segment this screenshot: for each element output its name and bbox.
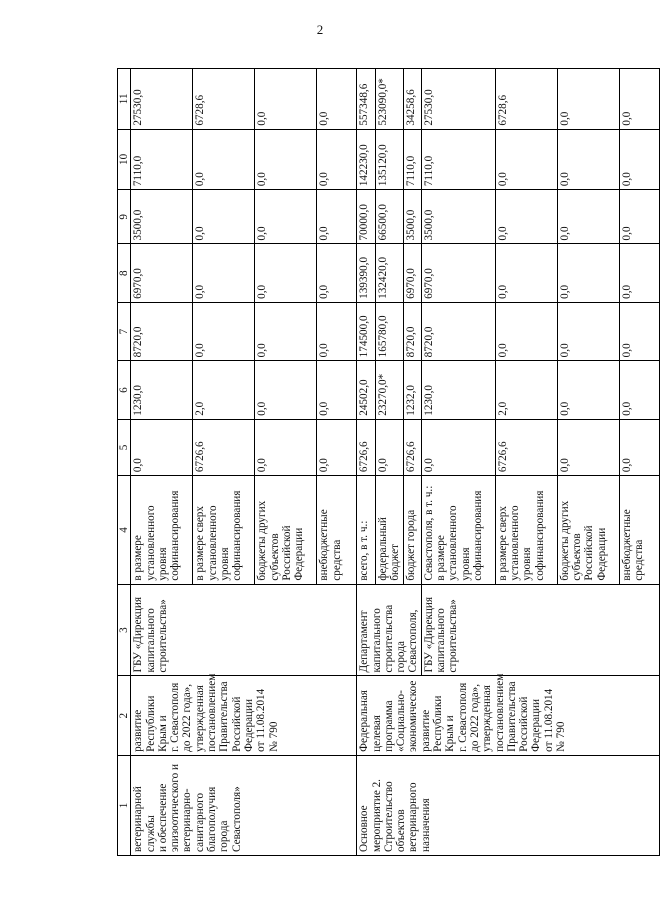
table-row [357, 69, 375, 856]
value-cell: 0,0 [193, 302, 255, 360]
value-cell: 3500,0 [131, 190, 193, 244]
value-cell: 0,0 [495, 244, 557, 302]
value-cell: 6726,6 [403, 419, 421, 475]
value-cell: 1230,0 [131, 361, 193, 419]
measure-name-cell: Основное мероприятие 2. Строительство объектов ветеринарного назначения [357, 755, 659, 855]
value-cell: 1230,0 [421, 361, 495, 419]
value-cell: 0,0 [375, 419, 403, 475]
financing-table [117, 68, 660, 856]
column-number-6: 6 [118, 361, 131, 419]
value-cell: 0,0 [495, 190, 557, 244]
value-cell: 27530,0 [421, 69, 495, 130]
value-cell: 3500,0 [421, 190, 495, 244]
value-cell: 0,0 [557, 302, 619, 360]
column-number-row [118, 69, 131, 856]
column-number-4: 4 [118, 476, 131, 585]
value-cell: 0,0 [619, 419, 659, 475]
executor-cell: ГБУ «Дирекция капитального строительства» [131, 584, 357, 676]
funding-source-cell: бюджеты других субъектов Российской Федерации [557, 476, 619, 585]
value-cell: 0,0 [317, 244, 357, 302]
funding-source-cell: в размере установленного уровня софинансирования [131, 476, 193, 585]
value-cell: 70000,0 [357, 190, 375, 244]
executor-cell: ГБУ «Дирекция капитального строительства» [421, 584, 659, 676]
value-cell: 523090,0* [375, 69, 403, 130]
rotated-table-wrapper [117, 68, 646, 856]
value-cell: 557348,6 [357, 69, 375, 130]
value-cell: 24502,0 [357, 361, 375, 419]
value-cell: 6970,0 [403, 244, 421, 302]
value-cell: 6726,6 [193, 419, 255, 475]
value-cell: 7110,0 [421, 129, 495, 190]
column-number-10: 10 [118, 129, 131, 190]
value-cell: 8720,0 [421, 302, 495, 360]
value-cell: 174500,0 [357, 302, 375, 360]
column-number-7: 7 [118, 302, 131, 360]
executor-cell: Департамент капитального строительства города Севастополя, [357, 584, 421, 676]
value-cell: 0,0 [557, 129, 619, 190]
value-cell: 0,0 [421, 419, 495, 475]
value-cell: 0,0 [317, 302, 357, 360]
value-cell: 0,0 [255, 419, 317, 475]
value-cell: 0,0 [557, 361, 619, 419]
value-cell: 8720,0 [131, 302, 193, 360]
value-cell: 6970,0 [421, 244, 495, 302]
measure-name-cell: ветеринарной службы и обеспечение эпизоотического и ветеринарно- санитарного благополучия города Севастополя» [131, 755, 357, 855]
value-cell: 0,0 [317, 361, 357, 419]
column-number-2: 2 [118, 676, 131, 755]
value-cell: 34258,6 [403, 69, 421, 130]
rotated-table-container [117, 68, 646, 856]
value-cell: 2,0 [193, 361, 255, 419]
program-cell: развитие Республики Крым и г. Севастополя до 2022 года», утвержденная постановлением Правительства Российской Федерации от 11.08.2014 № 790 [131, 676, 357, 755]
value-cell: 6970,0 [131, 244, 193, 302]
column-number-9: 9 [118, 190, 131, 244]
value-cell: 0,0 [317, 190, 357, 244]
value-cell: 0,0 [557, 419, 619, 475]
value-cell: 7110,0 [131, 129, 193, 190]
funding-source-cell: внебюджетные средства [619, 476, 659, 585]
funding-source-cell: федеральный бюджет [375, 476, 403, 585]
value-cell: 23270,0* [375, 361, 403, 419]
value-cell: 27530,0 [131, 69, 193, 130]
value-cell: 6728,6 [495, 69, 557, 130]
funding-source-cell: внебюджетные средства [317, 476, 357, 585]
value-cell: 66500,0 [375, 190, 403, 244]
column-number-5: 5 [118, 419, 131, 475]
value-cell: 3500,0 [403, 190, 421, 244]
value-cell: 0,0 [619, 361, 659, 419]
value-cell: 0,0 [557, 244, 619, 302]
value-cell: 0,0 [255, 69, 317, 130]
value-cell: 165780,0 [375, 302, 403, 360]
value-cell: 132420,0 [375, 244, 403, 302]
value-cell: 0,0 [131, 419, 193, 475]
column-number-1: 1 [118, 755, 131, 855]
value-cell: 139390,0 [357, 244, 375, 302]
value-cell: 0,0 [619, 69, 659, 130]
value-cell: 0,0 [619, 302, 659, 360]
value-cell: 0,0 [619, 190, 659, 244]
column-number-8: 8 [118, 244, 131, 302]
value-cell: 0,0 [317, 419, 357, 475]
column-number-3: 3 [118, 584, 131, 676]
value-cell: 7110,0 [403, 129, 421, 190]
funding-source-cell: бюджет города [403, 476, 421, 585]
value-cell: 0,0 [193, 129, 255, 190]
value-cell: 0,0 [317, 129, 357, 190]
value-cell: 0,0 [193, 190, 255, 244]
table-row [131, 69, 193, 856]
value-cell: 0,0 [317, 69, 357, 130]
value-cell: 0,0 [255, 190, 317, 244]
funding-source-cell: Севастополя, в т. ч.: в размере установленного уровня софинансирования [421, 476, 495, 585]
value-cell: 0,0 [495, 129, 557, 190]
funding-source-cell: бюджеты других субъектов Российской Федерации [255, 476, 317, 585]
value-cell: 0,0 [255, 244, 317, 302]
funding-source-cell: всего, в т. ч.: [357, 476, 375, 585]
value-cell: 0,0 [495, 302, 557, 360]
value-cell: 6726,6 [357, 419, 375, 475]
value-cell: 8720,0 [403, 302, 421, 360]
value-cell: 0,0 [193, 244, 255, 302]
value-cell: 0,0 [557, 69, 619, 130]
value-cell: 1232,0 [403, 361, 421, 419]
value-cell: 6726,6 [495, 419, 557, 475]
value-cell: 142230,0 [357, 129, 375, 190]
value-cell: 135120,0 [375, 129, 403, 190]
value-cell: 2,0 [495, 361, 557, 419]
value-cell: 0,0 [255, 302, 317, 360]
program-cell: Федеральная целевая программа «Социально- экономическое развитие Республики Крым и г. Севастополя до 2022 года», утвержденная постановлением Правительства Российской Федерации от 11.08.2014 № 790 [357, 676, 659, 755]
value-cell: 0,0 [255, 361, 317, 419]
funding-source-cell: в размере сверх установленного уровня софинансирования [495, 476, 557, 585]
value-cell: 0,0 [619, 129, 659, 190]
value-cell: 0,0 [619, 244, 659, 302]
value-cell: 0,0 [255, 129, 317, 190]
page-number: 2 [316, 22, 324, 37]
value-cell: 0,0 [557, 190, 619, 244]
value-cell: 6728,6 [193, 69, 255, 130]
funding-source-cell: в размере сверх установленного уровня софинансирования [193, 476, 255, 585]
column-number-11: 11 [118, 69, 131, 130]
